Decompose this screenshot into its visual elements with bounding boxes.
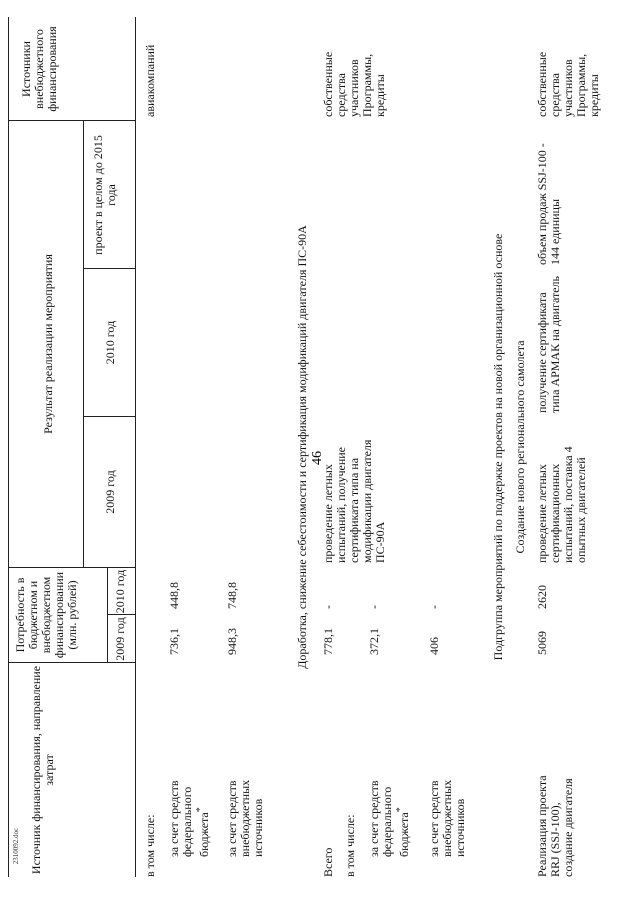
header-result-project: проект в целом до 2015 года: [91, 135, 118, 255]
header-result-2009: 2009 год: [103, 470, 117, 514]
row-v2009: 736,1: [167, 628, 181, 655]
row-label: за счет средств внебюджетных источников: [225, 779, 265, 857]
header-need-2009: 2009 год: [113, 617, 127, 661]
row-v2010: -: [427, 605, 441, 609]
col-divider-3: [8, 120, 136, 121]
row-v2010: -: [321, 605, 335, 609]
section-title: Подгруппа мероприятий по поддержке проектов на новой организационной основе: [491, 233, 505, 661]
row-label: Всего: [321, 847, 335, 877]
header-result: Результат реализации мероприятия: [41, 254, 55, 434]
row-label: в том числе:: [343, 814, 357, 877]
footnote-mark: *: [395, 807, 406, 813]
row-label: за счет средств федерального бюджета*: [367, 780, 411, 857]
table-border-top: [8, 17, 9, 877]
header-source: Источник финансирования, направление затрат: [29, 665, 56, 875]
row-src: авиакомпаний: [143, 44, 157, 117]
header-bottom-rule: [135, 17, 136, 877]
row-label: в том числе:: [143, 814, 157, 877]
header-need: Потребность в бюджетном и внебюджетном финансировании (млн. рублей): [13, 571, 79, 659]
row-v2009: 5069: [535, 631, 549, 655]
financing-table: [8, 17, 618, 877]
header-sources: Источники внебюджетного финансирования: [19, 26, 59, 112]
footnote-mark: *: [195, 807, 206, 813]
row-label: за счет средств внебюджетных источников: [427, 779, 467, 857]
row-v2010: -: [367, 605, 381, 609]
section-subtitle: Создание нового регионального самолета: [513, 340, 527, 554]
row-src: собственные средства участников Программы, кредиты: [321, 51, 387, 117]
result-subheader-rule: [83, 121, 84, 567]
row-v2010: 448,8: [167, 582, 181, 609]
header-need-2010: 2010 год: [113, 569, 127, 614]
row-res2009: проведение летных сертификационных испытаний, поставка 4 опытных двигателей: [535, 446, 588, 563]
row-src: собственные средства участников Программы, кредиты: [535, 51, 601, 117]
need-subheader-rule: [107, 568, 108, 662]
page-number: 46: [310, 451, 325, 465]
row-label: Реализация проекта RRJ (SSJ-100), создание двигателя: [535, 775, 575, 877]
row-v2009: 372,1: [367, 628, 381, 655]
row-v2010: 2620: [535, 585, 549, 609]
row-v2009: 948,3: [225, 628, 239, 655]
row-v2009: 406: [427, 637, 441, 655]
row-v2009: 778,1: [321, 628, 335, 655]
row-label: за счет средств федерального бюджета*: [167, 780, 211, 857]
header-result-2010: 2010 год: [103, 320, 117, 365]
row-project: объем продаж SSJ-100 - 144 единицы: [535, 143, 562, 265]
row-res2009: проведение летных испытаний, получение сертификата типа на модификации двигателя ПС-90А: [321, 439, 387, 563]
footer-filename: 2310092.doc: [12, 827, 20, 865]
row-v2010: 748,8: [225, 582, 239, 609]
section-title: Доработка, снижение себестоимости и сертификация модификаций двигателя ПС-90А: [295, 225, 309, 669]
row-res2010: получение сертификата типа АРМАК на двигатель: [535, 275, 562, 413]
